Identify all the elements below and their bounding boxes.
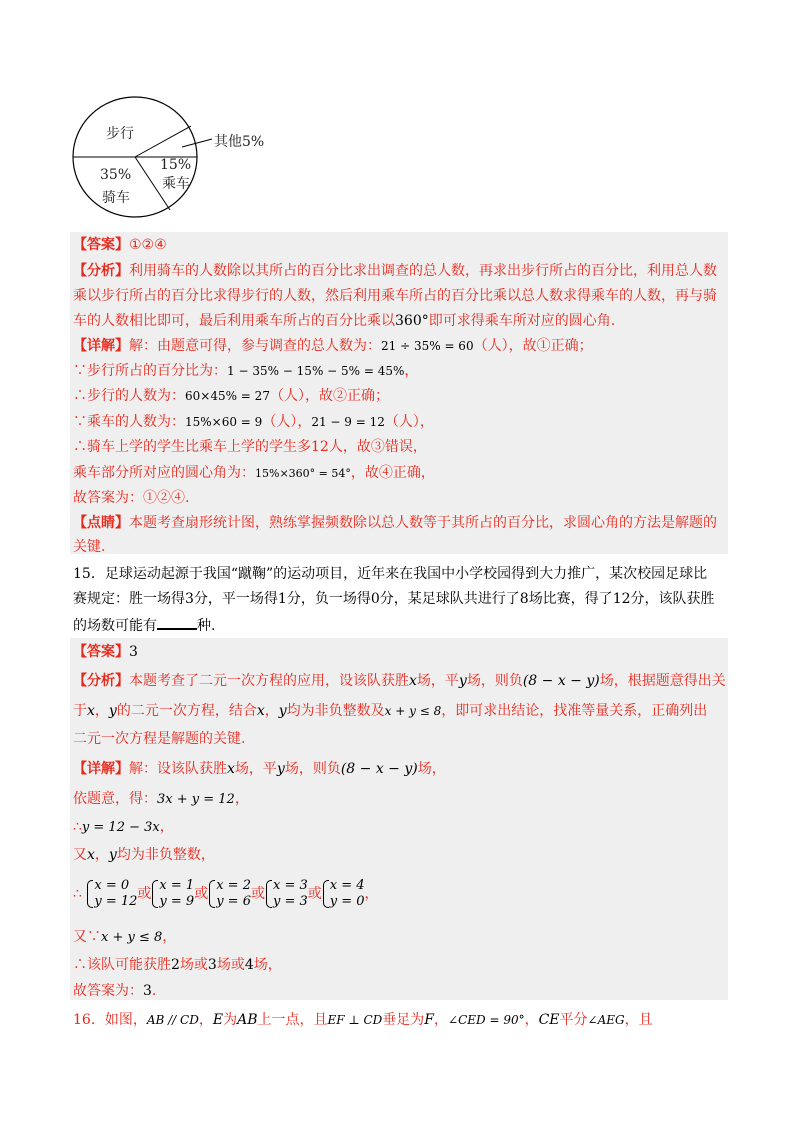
q15-detail-4 (73, 846, 215, 864)
system-1 (86, 878, 137, 910)
num: 3 (185, 591, 194, 607)
math-expr: x + y ≤ 8 (384, 704, 442, 718)
pie-label-bike: 骑车 (102, 190, 130, 206)
stem-text: 种. (197, 618, 216, 634)
q14-analysis-3 (73, 312, 615, 330)
analysis-text: 本题考查了二元一次方程的应用，设该队获胜 (129, 673, 409, 689)
detail-text: 场， (253, 957, 282, 973)
detail-text: （人）， (262, 414, 312, 430)
math-expr: 21 ÷ 35% = 60 (381, 339, 474, 353)
math-expr: (8 − x − y) (340, 761, 418, 777)
analysis-text: 的二元一次方程，结合 (116, 703, 257, 719)
var-x: x (87, 847, 95, 863)
math-expr: F (424, 1012, 435, 1028)
system-eq: x = 0 (94, 878, 130, 893)
var-y: y (108, 703, 117, 719)
math-expr: E (212, 1012, 224, 1028)
q15-detail-5 (73, 874, 379, 914)
detail-text: 解：由题意可得，参与调查的总人数为： (129, 338, 381, 354)
analysis-text: 于 (73, 703, 87, 719)
detail-text: 乘车部分所对应的圆心角为： (73, 465, 255, 481)
system-eq: y = 6 (216, 894, 251, 909)
or-text: 或 (307, 886, 322, 902)
answer-blank (157, 616, 197, 630)
or-text: 或 (137, 886, 152, 902)
math-expr: AB // CD (146, 1013, 199, 1027)
q14-analysis-2 (73, 287, 717, 305)
q15-detail-3 (73, 818, 174, 837)
num: 2 (171, 957, 180, 973)
detail-text: 又 (73, 847, 87, 863)
detail-text: 依题意，得： (73, 791, 157, 807)
math-expr: 15%×60 = 9 (185, 415, 263, 429)
stem-text: 15．足球运动起源于我国“蹴鞠”的运动项目，近年来在我国中小学校园得到大力推广，某次校园足球比 (73, 566, 708, 582)
detail-text: 故答案为：①②④. (73, 490, 190, 506)
math-360: 360° (395, 313, 429, 329)
math-expr: CE (538, 1012, 560, 1028)
q16-stem (73, 1011, 653, 1029)
detail-label: 【详解】 (73, 761, 129, 777)
q15-analysis-1 (73, 672, 726, 690)
var-y: y (276, 761, 285, 777)
detail-text: ∵步行所占的百分比为： (73, 363, 227, 379)
analysis-text: 乘以步行所占的百分比求得步行的人数，然后利用乘车所占的百分比乘以总人数求得乘车的人数，再与骑 (73, 288, 717, 304)
pie-label-car: 乘车 (162, 176, 190, 192)
detail-text: ∴ (73, 819, 82, 835)
detail-text: . (151, 983, 157, 999)
system-5 (322, 878, 365, 910)
detail-text: 场，则负 (284, 761, 341, 777)
analysis-text: 利用骑车的人数除以其所占的百分比求出调查的总人数，再求出步行所占的百分比，利用总人数 (129, 263, 717, 279)
var-x: x (409, 673, 417, 689)
system-eq: y = 3 (272, 894, 308, 909)
comment-text: 关键. (73, 539, 106, 555)
system-eq: x = 2 (216, 878, 251, 893)
system-eq: x = 3 (272, 878, 308, 893)
math-expr: 1 − 35% − 15% − 5% = 45% (227, 364, 405, 378)
answer-text: 3 (129, 644, 138, 660)
detail-text: ∴骑车上学的学生比乘车上学的学生多12人，故③错误， (73, 439, 427, 455)
q15-detail-1 (73, 760, 446, 778)
pie-label-bike-pct: 35% (100, 167, 132, 183)
detail-text: ，故④正确， (350, 465, 435, 481)
system-eq: x = 1 (159, 878, 195, 893)
q15-detail-6 (73, 928, 176, 947)
var-x: x (256, 703, 265, 719)
analysis-text: ， (94, 703, 109, 719)
math-expr: (8 − x − y) (522, 673, 600, 689)
stem-text: 的场数可能有 (73, 618, 157, 634)
q14-comment-2 (73, 538, 105, 556)
math-expr: 60×45% = 27 (185, 389, 270, 403)
analysis-label: 【分析】 (73, 263, 129, 279)
system-3 (208, 878, 251, 910)
detail-text: （人），故①正确； (473, 338, 593, 354)
var-y: y (108, 847, 117, 863)
system-eq: y = 9 (159, 894, 195, 909)
pie-chart (60, 95, 340, 225)
var-x: x (227, 761, 235, 777)
detail-text: 场或 (179, 957, 208, 973)
q15-stem-2 (73, 590, 715, 608)
detail-label: 【详解】 (73, 338, 129, 354)
detail-text: ∴该队可能获胜 (73, 957, 171, 973)
system-2 (151, 878, 194, 910)
q15-detail-8 (73, 982, 156, 1000)
math-expr: AB (237, 1012, 258, 1028)
detail-text: ∵乘车的人数为： (73, 414, 185, 430)
var-y: y (278, 703, 287, 719)
detail-text: ∴步行的人数为： (73, 388, 185, 404)
math-expr: 3x + y = 12 (157, 792, 235, 807)
stem-text: 垂足为 (382, 1012, 425, 1028)
num: 3 (143, 983, 152, 999)
detail-text: 场，平 (234, 761, 277, 777)
q14-answer (73, 236, 167, 254)
detail-text: ， (364, 886, 379, 902)
q15-detail-2 (73, 790, 249, 809)
answer-label: 【答案】 (73, 644, 129, 660)
var-y: y (458, 673, 467, 689)
analysis-text: 场，根据题意得出关 (599, 673, 726, 689)
detail-text: （人），故②正确； (269, 388, 389, 404)
math-expr: 21 − 9 = 12 (311, 415, 385, 429)
q14-detail-7 (73, 489, 189, 507)
num: 3 (207, 957, 217, 973)
num: 1 (277, 591, 287, 607)
stem-text: 分，负一场得 (286, 591, 371, 607)
q14-detail-1 (73, 337, 593, 355)
analysis-text: 场，平 (416, 673, 459, 689)
detail-text: 场或 (216, 957, 245, 973)
q15-stem-1 (73, 565, 707, 583)
or-text: 或 (250, 886, 265, 902)
detail-text: 解：设该队获胜 (129, 761, 227, 777)
stem-text: ， (524, 1012, 539, 1028)
num: 0 (370, 591, 380, 607)
q15-analysis-3 (73, 730, 245, 748)
stem-text: 分，该队获胜 (630, 591, 715, 607)
stem-text: 分，某足球队共进行了 (379, 591, 520, 607)
detail-text: ， (234, 791, 249, 807)
system-eq: y = 12 (94, 894, 138, 909)
q14-detail-5 (73, 438, 427, 456)
detail-text: ， (404, 363, 419, 379)
math-expr: ∠AEG (587, 1013, 625, 1027)
stem-text: 分，平一场得 (193, 591, 278, 607)
system-eq: y = 0 (329, 894, 365, 909)
stem-text: 上一点，且 (257, 1012, 328, 1028)
analysis-text: ， (264, 703, 279, 719)
detail-text: ， (159, 819, 174, 835)
analysis-text: 场，则负 (466, 673, 523, 689)
system-eq: x = 4 (329, 878, 365, 893)
q15-stem-3 (73, 616, 215, 635)
stem-text: ，且 (624, 1012, 653, 1028)
pie-label-walk: 步行 (106, 126, 134, 142)
pie-label-car-pct: 15% (160, 157, 192, 173)
num: 4 (244, 957, 254, 973)
analysis-label: 【分析】 (73, 673, 129, 689)
analysis-text: 车的人数相比即可，最后利用乘车所占的百分比乘以 (73, 313, 395, 329)
q14-comment-1 (73, 514, 717, 532)
detail-text: 故答案为： (73, 983, 143, 999)
stem-text: 16．如图， (73, 1012, 147, 1028)
math-expr: x + y ≤ 8 (101, 930, 163, 945)
var-x: x (87, 703, 95, 719)
q15-analysis-2 (73, 702, 707, 720)
q15-answer (73, 643, 138, 661)
q14-detail-6 (73, 464, 435, 483)
analysis-text: 二元一次方程是解题的关键. (73, 731, 246, 747)
q14-detail-4 (73, 413, 434, 431)
analysis-text: 即可求得乘车所对应的圆心角. (428, 313, 616, 329)
q14-analysis-1 (73, 262, 717, 280)
answer-label: 【答案】 (73, 237, 129, 253)
answer-text: ①②④ (129, 237, 167, 253)
detail-text: 又∵ (73, 929, 101, 945)
stem-text: 场比赛，得了 (528, 591, 613, 607)
analysis-text: ，即可求出结论，找准等量关系，正确列出 (441, 703, 708, 719)
stem-text: 平分 (559, 1012, 588, 1028)
detail-text: ， (94, 847, 109, 863)
stem-text: 赛规定：胜一场得 (73, 591, 185, 607)
stem-text: ， (434, 1012, 449, 1028)
num: 12 (612, 591, 631, 607)
analysis-text: 均为非负整数及 (286, 703, 385, 719)
q14-detail-2 (73, 362, 418, 380)
math-expr: ∠CED = 90° (448, 1013, 525, 1027)
q15-detail-7 (73, 956, 282, 974)
comment-label: 【点睛】 (73, 515, 129, 531)
detail-text: （人）， (384, 414, 434, 430)
detail-text: ∴ (73, 886, 82, 902)
q14-detail-3 (73, 387, 389, 405)
stem-text: 为 (223, 1012, 238, 1028)
detail-text: 均为非负整数， (116, 847, 215, 863)
comment-text: 本题考查扇形统计图，熟练掌握频数除以总人数等于其所占的百分比，求圆心角的方法是解题的 (129, 515, 717, 531)
pie-label-other: 其他5% (214, 134, 265, 150)
num: 8 (519, 591, 529, 607)
system-4 (265, 878, 308, 910)
detail-text: ， (162, 929, 177, 945)
math-expr: y = 12 − 3x (81, 820, 160, 835)
detail-text: 场， (417, 761, 446, 777)
or-text: 或 (194, 886, 209, 902)
math-expr: EF ⊥ CD (327, 1013, 383, 1027)
math-expr: 15%×360° = 54° (255, 467, 351, 480)
stem-text: ， (198, 1012, 213, 1028)
